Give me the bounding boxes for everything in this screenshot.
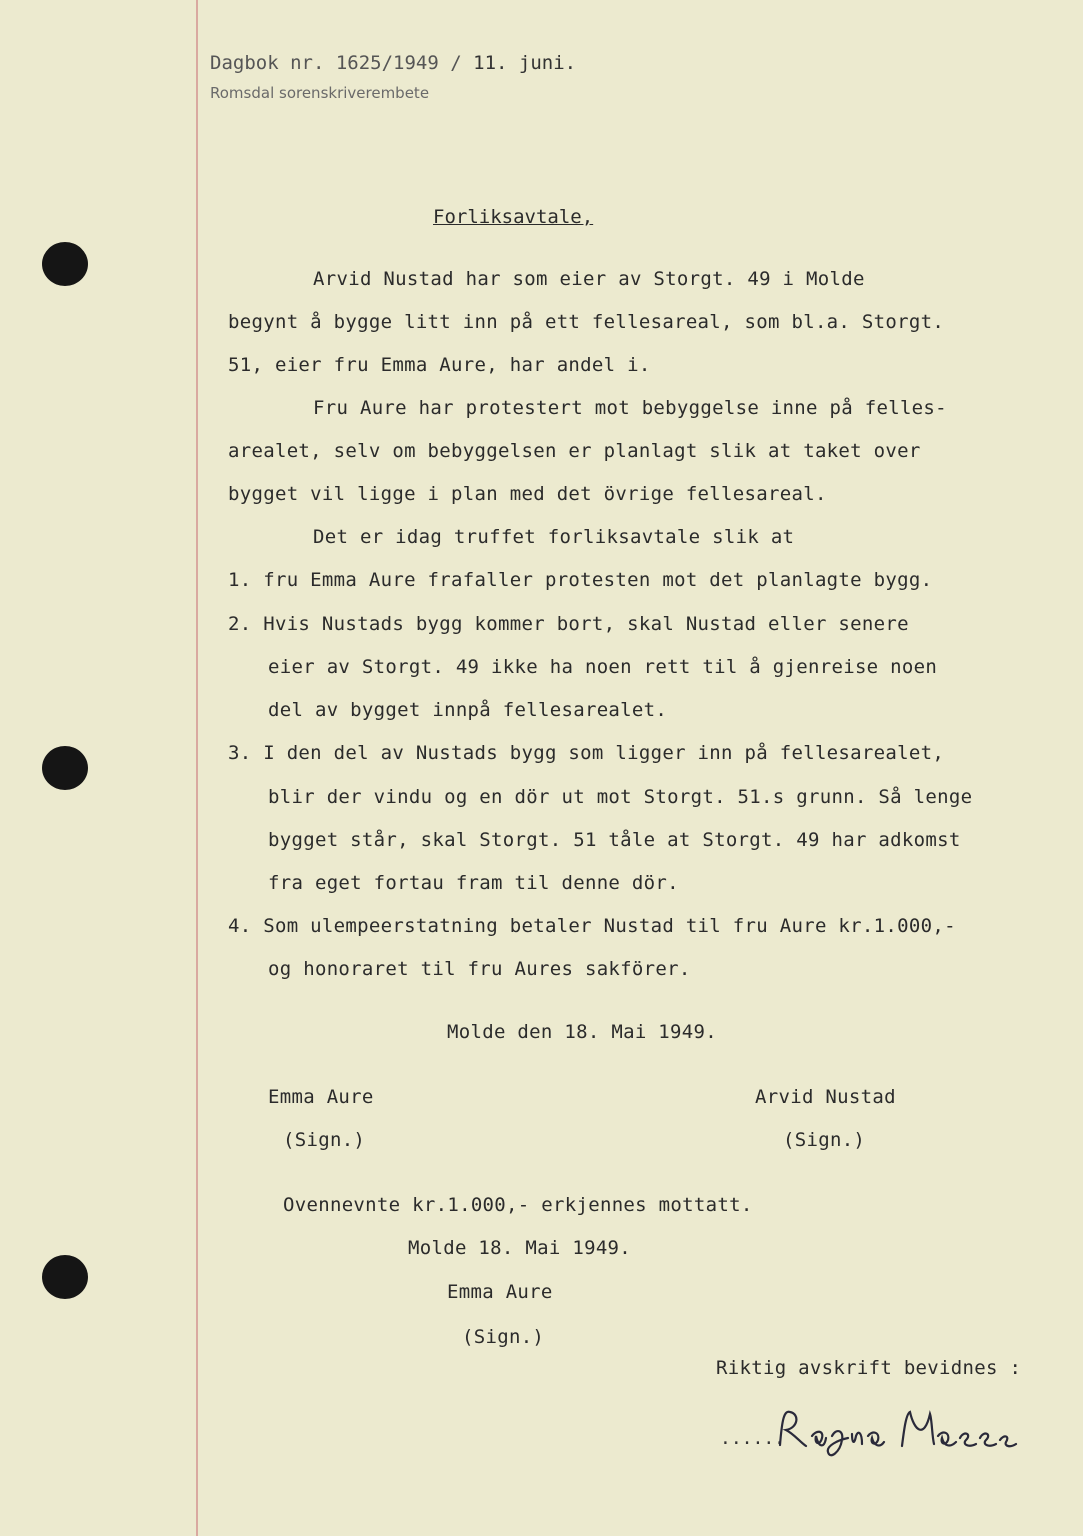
body-line: Fru Aure har protestert mot bebyggelse inne på felles- [313, 397, 947, 419]
list-item-2: 2. Hvis Nustads bygg kommer bort, skal Nustad eller senere [228, 613, 909, 635]
svg-text:......: ...... [720, 1428, 786, 1449]
body-line: arealet, selv om bebyggelsen er planlagt slik at taket over [228, 440, 921, 462]
body-line: Arvid Nustad har som eier av Storgt. 49 i Molde [313, 268, 865, 290]
list-item-1: 1. fru Emma Aure frafaller protesten mot det planlagte bygg. [228, 569, 933, 591]
list-item-2-cont: eier av Storgt. 49 ikke ha noen rett til å gjenreise noen [268, 656, 938, 678]
signer-right-name: Arvid Nustad [755, 1086, 896, 1108]
list-item-2-cont: del av bygget innpå fellesarealet. [268, 699, 668, 721]
handwritten-signature [720, 1400, 1050, 1460]
receipt-date: Molde 18. Mai 1949. [408, 1237, 632, 1259]
punch-hole-3 [42, 1255, 88, 1299]
body-line: Det er idag truffet forliksavtale slik at [313, 526, 795, 548]
signer-left-name: Emma Aure [268, 1086, 374, 1108]
document-title: Forliksavtale, [433, 206, 594, 228]
list-item-4: 4. Som ulempeerstatning betaler Nustad til fru Aure kr.1.000,- [228, 915, 956, 937]
list-item-3: 3. I den del av Nustads bygg som ligger inn på fellesarealet, [228, 742, 945, 764]
list-item-3-cont: fra eget fortau fram til denne dör. [268, 872, 679, 894]
list-item-3-cont: bygget står, skal Storgt. 51 tåle at Storgt. 49 har adkomst [268, 829, 961, 851]
punch-hole-1 [42, 242, 88, 286]
margin-line [196, 0, 198, 1536]
certification-text: Riktig avskrift bevidnes : [716, 1357, 1022, 1379]
signer-right-sign: (Sign.) [783, 1129, 866, 1151]
signer-left-sign: (Sign.) [283, 1129, 366, 1151]
body-line: bygget vil ligge i plan med det övrige fellesareal. [228, 483, 827, 505]
body-line: begynt å bygge litt inn på ett fellesareal, som bl.a. Storgt. [228, 311, 945, 333]
body-line: 51, eier fru Emma Aure, har andel i. [228, 354, 651, 376]
receipt-sign: (Sign.) [462, 1326, 545, 1348]
punch-hole-2 [42, 746, 88, 790]
dagbok-number: Dagbok nr. 1625/1949 [210, 52, 439, 74]
place-date: Molde den 18. Mai 1949. [447, 1021, 717, 1043]
journal-stamp: Dagbok nr. 1625/1949 / 11. juni. [210, 52, 577, 74]
journal-date: 11. juni. [473, 52, 577, 74]
office-stamp: Romsdal sorenskriverembete [210, 84, 430, 102]
receipt-line: Ovennevnte kr.1.000,- erkjennes mottatt. [283, 1194, 753, 1216]
receipt-name: Emma Aure [447, 1281, 553, 1303]
list-item-3-cont: blir der vindu og en dör ut mot Storgt. 51.s grunn. Så lenge [268, 786, 973, 808]
list-item-4-cont: og honoraret til fru Aures sakförer. [268, 958, 691, 980]
